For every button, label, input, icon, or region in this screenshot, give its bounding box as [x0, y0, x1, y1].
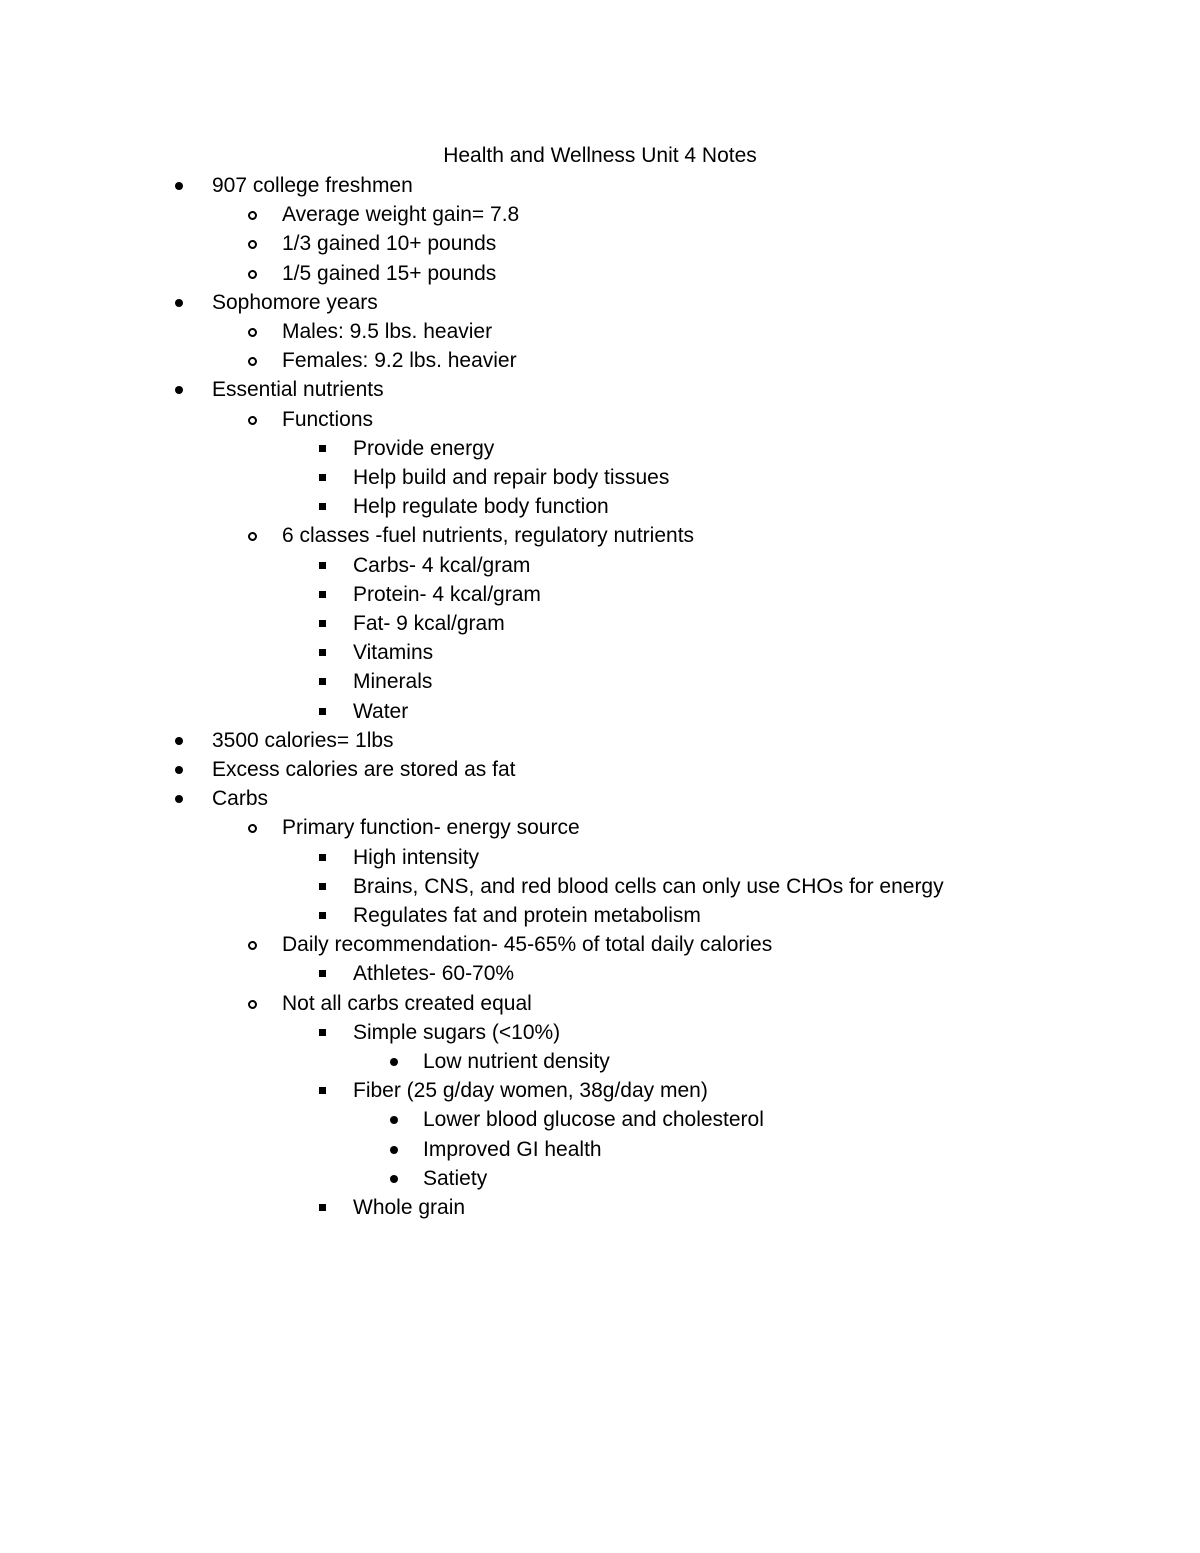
list-item-text: 3500 calories= 1lbs	[212, 729, 394, 752]
list-item-text: Satiety	[423, 1167, 488, 1190]
list-item-text: Protein- 4 kcal/gram	[353, 583, 541, 606]
list-item-text: 907 college freshmen	[212, 174, 413, 197]
bullet-square-icon	[319, 1087, 326, 1094]
bullet-dot-icon	[175, 766, 183, 774]
list-item-text: Not all carbs created equal	[282, 992, 532, 1015]
list-item-text: Excess calories are stored as fat	[212, 758, 516, 781]
bullet-square-icon	[319, 912, 326, 919]
list-item-text: Males: 9.5 lbs. heavier	[282, 320, 493, 343]
bullet-circle-icon	[248, 270, 257, 279]
bullet-square-icon	[319, 678, 326, 685]
list-item-text: Water	[353, 700, 409, 723]
bullet-square-icon	[319, 445, 326, 452]
bullet-circle-icon	[248, 416, 257, 425]
list-item-text: Help regulate body function	[353, 495, 609, 518]
bullet-square-icon	[319, 883, 326, 890]
bullet-dot-icon	[175, 182, 183, 190]
bullet-square-icon	[319, 620, 326, 627]
list-item-text: Provide energy	[353, 437, 495, 460]
list-item-text: 1/3 gained 10+ pounds	[282, 232, 497, 255]
list-item-text: Females: 9.2 lbs. heavier	[282, 349, 517, 372]
bullet-circle-icon	[248, 328, 257, 337]
list-item-text: Minerals	[353, 670, 433, 693]
list-item-text: Fat- 9 kcal/gram	[353, 612, 505, 635]
bullet-square-icon	[319, 474, 326, 481]
list-item-text: Whole grain	[353, 1196, 466, 1219]
list-item-text: Vitamins	[353, 641, 434, 664]
list-item-text: High intensity	[353, 846, 480, 869]
bullet-dot-icon	[175, 386, 183, 394]
bullet-circle-icon	[248, 211, 257, 220]
bullet-dot-icon	[175, 737, 183, 745]
bullet-square-icon	[319, 708, 326, 715]
list-item-text: 1/5 gained 15+ pounds	[282, 262, 497, 285]
list-item-text: Brains, CNS, and red blood cells can only use CHOs for energy	[353, 875, 944, 898]
bullet-circle-icon	[248, 532, 257, 541]
bullet-square-icon	[319, 503, 326, 510]
bullet-dot-icon	[390, 1058, 398, 1066]
bullet-square-icon	[319, 591, 326, 598]
bullet-square-icon	[319, 1029, 326, 1036]
bullet-dot-icon	[175, 795, 183, 803]
bullet-square-icon	[319, 970, 326, 977]
bullet-square-icon	[319, 649, 326, 656]
bullet-circle-icon	[248, 1000, 257, 1009]
bullet-circle-icon	[248, 357, 257, 366]
bullet-dot-icon	[390, 1116, 398, 1124]
list-item-text: Sophomore years	[212, 291, 378, 314]
bullet-circle-icon	[248, 824, 257, 833]
list-item-text: Average weight gain= 7.8	[282, 203, 520, 226]
bullet-dot-icon	[175, 299, 183, 307]
bullet-square-icon	[319, 854, 326, 861]
list-item-text: Lower blood glucose and cholesterol	[423, 1108, 764, 1131]
list-item-text: 6 classes -fuel nutrients, regulatory nutrients	[282, 524, 695, 547]
list-item-text: Help build and repair body tissues	[353, 466, 670, 489]
bullet-dot-icon	[390, 1146, 398, 1154]
list-item-text: Functions	[282, 408, 374, 431]
bullet-dot-icon	[390, 1175, 398, 1183]
list-item-text: Simple sugars (<10%)	[353, 1021, 561, 1044]
list-item-text: Essential nutrients	[212, 378, 384, 401]
page-title: Health and Wellness Unit 4 Notes	[443, 144, 757, 167]
list-item-text: Carbs	[212, 787, 269, 810]
list-item-text: Low nutrient density	[423, 1050, 610, 1073]
list-item-text: Regulates fat and protein metabolism	[353, 904, 701, 927]
bullet-circle-icon	[248, 240, 257, 249]
bullet-square-icon	[319, 562, 326, 569]
bullet-circle-icon	[248, 941, 257, 950]
list-item-text: Daily recommendation- 45-65% of total daily calories	[282, 933, 773, 956]
list-item-text: Carbs- 4 kcal/gram	[353, 554, 531, 577]
bullet-square-icon	[319, 1204, 326, 1211]
list-item-text: Primary function- energy source	[282, 816, 580, 839]
list-item-text: Improved GI health	[423, 1138, 602, 1161]
list-item-text: Athletes- 60-70%	[353, 962, 515, 985]
list-item-text: Fiber (25 g/day women, 38g/day men)	[353, 1079, 708, 1102]
